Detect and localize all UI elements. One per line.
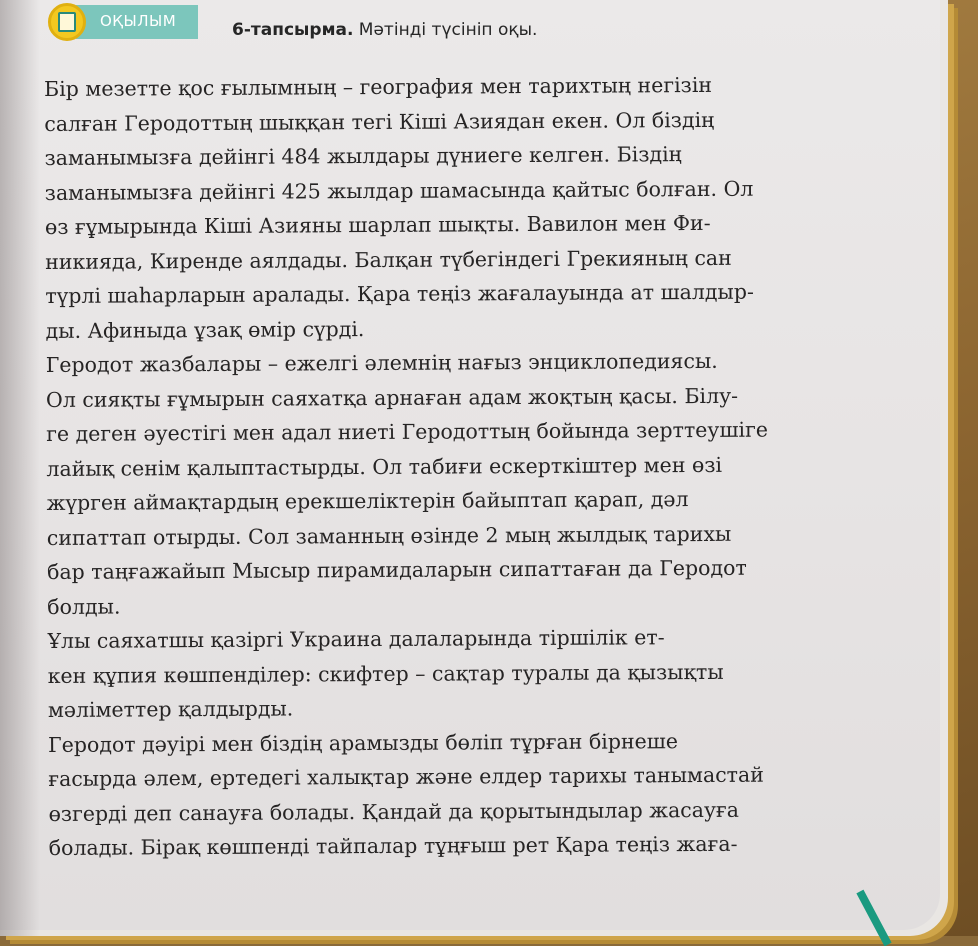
text-line: Ұлы саяхатшы қазіргі Украина далаларында тіршілік ет- [47,625,665,653]
text-line: ге деген әуестігі мен адал ниеті Геродоттың бойында зерттеушіге [46,417,769,446]
text-line: өзгерді деп санауға болады. Қандай да қорытындылар жасауға [48,797,740,826]
text-line: кен құпия көшпенділер: скифтер – сақтар туралы да қызықты [47,659,724,688]
book-glyph-icon [58,12,76,32]
text-line: заманымызға дейінгі 484 жылдары дүниеге келген. Біздің [44,142,682,170]
text-line: мәліметтер қалдырды. [47,696,294,722]
text-line: бар таңғажайып Мысыр пирамидаларын сипаттаған да Геродот [46,555,747,584]
text-line: заманымызға дейінгі 425 жылдар шамасында қайтыс болған. Ол [44,176,754,205]
text-line: болды. [47,594,121,619]
text-line: салған Геродоттың шыққан тегі Кіші Азиядан екен. Ол біздің [44,107,715,136]
text-line: болады. Бірақ көшпенді тайпалар тұңғыш рет Қара теңіз жаға- [48,831,738,860]
text-line: жүрген аймақтардың ерекшеліктерін байыптап қарап, дәл [46,487,689,515]
task-number: 6-тапсырма. [232,20,354,40]
text-line: Ол сияқты ғұмырын саяхатқа арнаған адам жоқтың қасы. Білу- [45,383,739,412]
section-header [48,2,198,42]
text-line: Геродот дәуірі мен біздің арамызды бөліп тұрған бірнеше [48,728,678,757]
task-instruction [232,20,537,40]
text-line: никияда, Киренде аялдады. Балқан түбегіндегі Грекияның сан [45,245,732,274]
text-line: сипаттап отырды. Сол заманның өзінде 2 мың жылдық тарихы [46,521,732,550]
text-line: Геродот жазбалары – ежелгі әлемнің нағыз энциклопедиясы. [45,348,718,377]
book-icon [48,3,86,41]
reading-text [44,67,909,866]
text-line: лайық сенім қалыптастырды. Ол табиғи ескерткіштер мен өзі [46,452,723,481]
text-line: түрлі шаһарларын аралады. Қара теңіз жағалауында ат шалдыр- [45,279,754,308]
section-label: ОҚЫЛЫМ [76,5,198,39]
text-line: ды. Афиныда ұзақ өмір сүрді. [45,316,365,343]
text-line: өз ғұмырында Кіші Азияны шарлап шықты. Вавилон мен Фи- [44,210,711,239]
text-line: Бір мезетте қос ғылымның – география мен тарихтың негізін [44,72,713,101]
task-text: Мәтінді түсініп оқы. [353,20,538,40]
text-line: ғасырда әлем, ертедегі халықтар және елдер тарихы танымастай [48,762,764,791]
page-shadow [0,0,40,936]
